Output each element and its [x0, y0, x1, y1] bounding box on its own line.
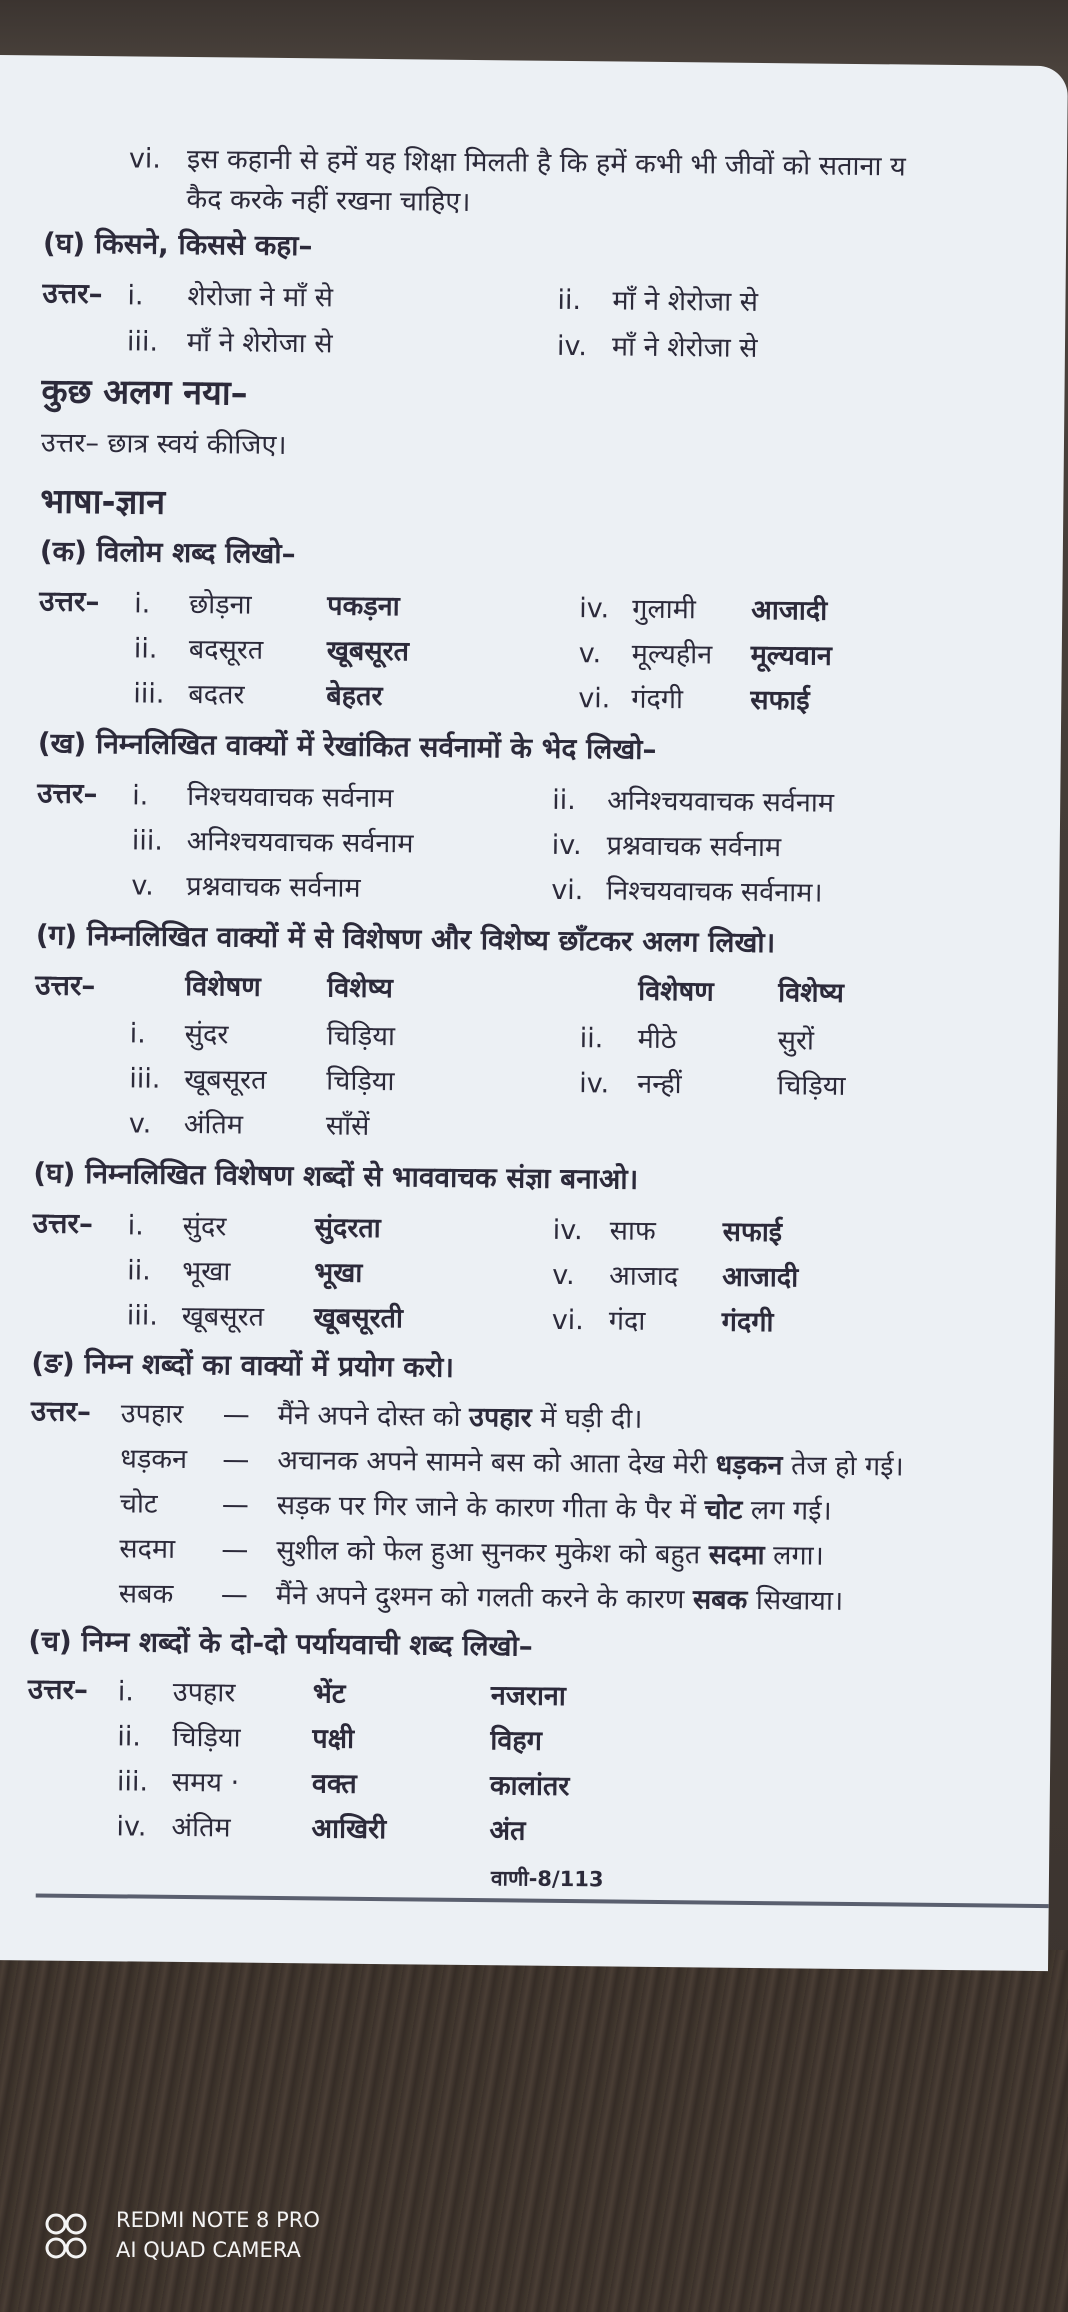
item-visheshya: चिड़िया — [326, 1065, 395, 1098]
item-text: अनिश्चयवाचक सर्वनाम — [186, 825, 414, 860]
item-num: vi. — [578, 683, 611, 715]
sentence: सड़क पर गिर जाने के कारण गीता के पैर में चोट लग गई। — [276, 1489, 832, 1527]
kuch-alag-answer: उत्तर– छात्र स्वयं कीजिए। — [40, 427, 287, 462]
item-num: ii. — [127, 1255, 152, 1287]
item-word: आजाद — [609, 1260, 679, 1293]
item-text: शेरोजा ने माँ से — [187, 280, 334, 314]
item-answer: बेहतर — [326, 680, 383, 713]
item-num: ii. — [133, 633, 158, 665]
dash: — — [221, 1489, 249, 1521]
sentence-word: चोट — [119, 1488, 158, 1520]
item-num: vi. — [551, 874, 584, 907]
item-visheshya: सुरों — [777, 1025, 815, 1057]
dash: — — [222, 1399, 250, 1431]
item-num: i. — [127, 280, 144, 312]
item-answer: सफाई — [722, 1216, 783, 1249]
item-answer: खूबसूरती — [313, 1302, 404, 1335]
item-word: छोड़ना — [189, 589, 252, 621]
item-text: अनिश्चयवाचक सर्वनाम — [607, 785, 835, 819]
item-num: vi. — [551, 1304, 585, 1337]
watermark-line-1: REDMI NOTE 8 PRO — [116, 2208, 320, 2232]
item-num: ii. — [552, 784, 576, 817]
sentence: मैंने अपने दोस्त को उपहार में घड़ी दी। — [277, 1399, 643, 1435]
item-num: iii. — [116, 1766, 149, 1798]
item-synonym-1: पक्षी — [312, 1723, 355, 1755]
heading-bhavvachak: (घ) निम्नलिखित विशेषण शब्दों से भाववाचक संज्ञा बनाओ। — [33, 1156, 639, 1196]
item-visheshya: चिड़िया — [326, 1020, 396, 1053]
item-num: ii. — [579, 1023, 604, 1055]
camera-lens-icon — [44, 2212, 104, 2262]
item-num: ii. — [117, 1721, 142, 1753]
uttar-label: उत्तर– — [27, 1672, 89, 1707]
item-word: गंदा — [608, 1305, 646, 1337]
column-header-visheshya: विशेष्य — [327, 972, 394, 1005]
item-num: iv. — [551, 829, 582, 862]
intro-line-2: कैद करके नहीं रखना चाहिए। — [186, 183, 471, 218]
dash: — — [222, 1444, 250, 1476]
uttar-label: उत्तर– — [42, 276, 103, 311]
item-num: ii. — [557, 284, 582, 317]
sentence-word: सबक — [118, 1578, 174, 1610]
item-answer: गंदगी — [721, 1306, 774, 1339]
item-word: बदसूरत — [188, 634, 264, 666]
item-answer: आजादी — [722, 1261, 799, 1294]
heading-kuch-alag: कुछ अलग नया– — [41, 371, 248, 414]
item-word: साफ — [609, 1215, 656, 1247]
sentence-word: उपहार — [120, 1398, 184, 1430]
item-num: iv. — [579, 1068, 610, 1100]
item-text: प्रश्नवाचक सर्वनाम — [186, 870, 361, 904]
item-synonym-2: नजराना — [490, 1680, 567, 1713]
heading-paryayvachi: (च) निम्न शब्दों के दो-दो पर्यायवाची शब्द लिखो– — [28, 1624, 533, 1663]
intro-line-1: इस कहानी से हमें यह शिक्षा मिलती है कि हमें कभी भी जीवों को सताना य — [186, 143, 906, 183]
item-num: iii. — [126, 326, 159, 358]
item-num: iv. — [116, 1811, 147, 1843]
item-word: गंदगी — [631, 683, 684, 716]
item-visheshan: नन्हीं — [637, 1068, 682, 1101]
dash: — — [220, 1579, 249, 1611]
heading-sarvanam: (ख) निम्नलिखित वाक्यों में रेखांकित सर्वनामों के भेद लिखो– — [37, 726, 657, 766]
item-word: भूखा — [182, 1255, 231, 1288]
sentence: अचानक अपने सामने बस को आता देख मेरी धड़कन तेज हो गई। — [277, 1444, 904, 1483]
column-header-visheshan: विशेषण — [638, 975, 714, 1008]
item-word: उपहार — [172, 1676, 236, 1709]
heading-vakya-prayog: (ङ) निम्न शब्दों का वाक्यों में प्रयोग करो। — [31, 1346, 455, 1384]
item-visheshan: खूबसूरत — [184, 1063, 267, 1096]
item-word: गुलामी — [632, 593, 697, 626]
item-num: i. — [127, 1210, 145, 1242]
item-text: प्रश्नवाचक सर्वनाम — [606, 830, 782, 864]
item-answer: पकड़ना — [327, 590, 400, 623]
intro-num: vi. — [128, 143, 162, 175]
item-num: i. — [134, 588, 151, 620]
item-num: iii. — [129, 1063, 161, 1095]
sentence-word: सदमा — [119, 1533, 176, 1565]
item-visheshan: सुंदर — [184, 1018, 229, 1051]
item-answer: सफाई — [750, 684, 810, 717]
item-num: v. — [578, 638, 602, 670]
column-header-visheshya: विशेष्य — [778, 977, 845, 1009]
item-answer: खूबसूरत — [326, 635, 410, 668]
uttar-label: उत्तर– — [30, 1394, 92, 1429]
item-synonym-1: वक्त — [311, 1768, 357, 1800]
item-num: i. — [117, 1676, 135, 1708]
item-synonym-2: अंत — [489, 1815, 526, 1847]
heading-vilom: (क) विलोम शब्द लिखो– — [39, 534, 296, 571]
item-num: iii. — [126, 1300, 159, 1332]
item-word: सुंदर — [182, 1210, 227, 1243]
item-answer: आजादी — [751, 594, 828, 627]
heading-visheshan: (ग) निम्नलिखित वाक्यों में से विशेषण और विशेष्य छाँटकर अलग लिखो। — [35, 918, 776, 960]
sentence: मैंने अपने दुश्मन को गलती करने के कारण सबक सिखाया। — [275, 1579, 844, 1617]
item-text: माँ ने शेरोजा से — [186, 326, 333, 360]
item-num: iii. — [131, 825, 164, 857]
item-num: iii. — [133, 678, 165, 710]
uttar-label: उत्तर– — [39, 584, 100, 619]
item-num: iv. — [556, 330, 588, 363]
item-text: माँ ने शेरोजा से — [612, 285, 759, 318]
heading-bhasha-gyan: भाषा-ज्ञान — [40, 481, 166, 523]
dash: — — [221, 1534, 249, 1566]
item-num: v. — [552, 1259, 575, 1292]
uttar-label: उत्तर– — [37, 776, 98, 811]
uttar-label: उत्तर– — [32, 1206, 94, 1241]
column-header-visheshan: विशेषण — [185, 970, 261, 1003]
item-answer: भूखा — [314, 1257, 363, 1289]
sentence: सुशील को फेल हुआ सुनकर मुकेश को बहुत सदमा लगा। — [276, 1534, 825, 1572]
item-num: iv. — [579, 593, 610, 625]
item-num: iv. — [552, 1214, 583, 1247]
sentence-word: धड़कन — [120, 1443, 188, 1476]
item-visheshan: मीठे — [637, 1023, 677, 1056]
book-page — [0, 55, 1068, 1971]
item-text: माँ ने शेरोजा से — [611, 331, 758, 364]
item-text: निश्चयवाचक सर्वनाम — [187, 781, 394, 815]
item-answer: सुंदरता — [314, 1212, 381, 1245]
uttar-label: उत्तर– — [35, 968, 96, 1003]
item-synonym-2: कालांतर — [489, 1770, 570, 1803]
watermark-line-2: AI QUAD CAMERA — [116, 2238, 301, 2262]
item-answer: मूल्यवान — [750, 639, 833, 672]
item-word: चिड़िया — [172, 1721, 241, 1754]
item-num: i. — [129, 1018, 147, 1050]
item-num: v. — [131, 870, 154, 902]
item-visheshan: अंतिम — [183, 1108, 244, 1141]
item-word: खूबसूरत — [181, 1300, 265, 1333]
item-synonym-1: भेंट — [312, 1678, 346, 1710]
heading-kisne-kisse: (घ) किसने, किससे कहा– — [42, 226, 313, 263]
item-num: i. — [132, 780, 149, 812]
item-word: समय · — [171, 1766, 240, 1799]
item-word: बदतर — [188, 679, 245, 711]
item-synonym-2: विहग — [490, 1725, 543, 1757]
item-visheshya: साँसें — [325, 1110, 370, 1142]
item-synonym-1: आखिरी — [311, 1813, 387, 1846]
item-visheshya: चिड़िया — [777, 1070, 846, 1102]
item-num: v. — [128, 1108, 152, 1140]
item-text: निश्चयवाचक सर्वनाम। — [606, 875, 823, 909]
page-footer: वाणी-8/113 — [490, 1866, 604, 1892]
item-word: मूल्यहीन — [631, 638, 713, 671]
item-word: अंतिम — [171, 1811, 231, 1844]
